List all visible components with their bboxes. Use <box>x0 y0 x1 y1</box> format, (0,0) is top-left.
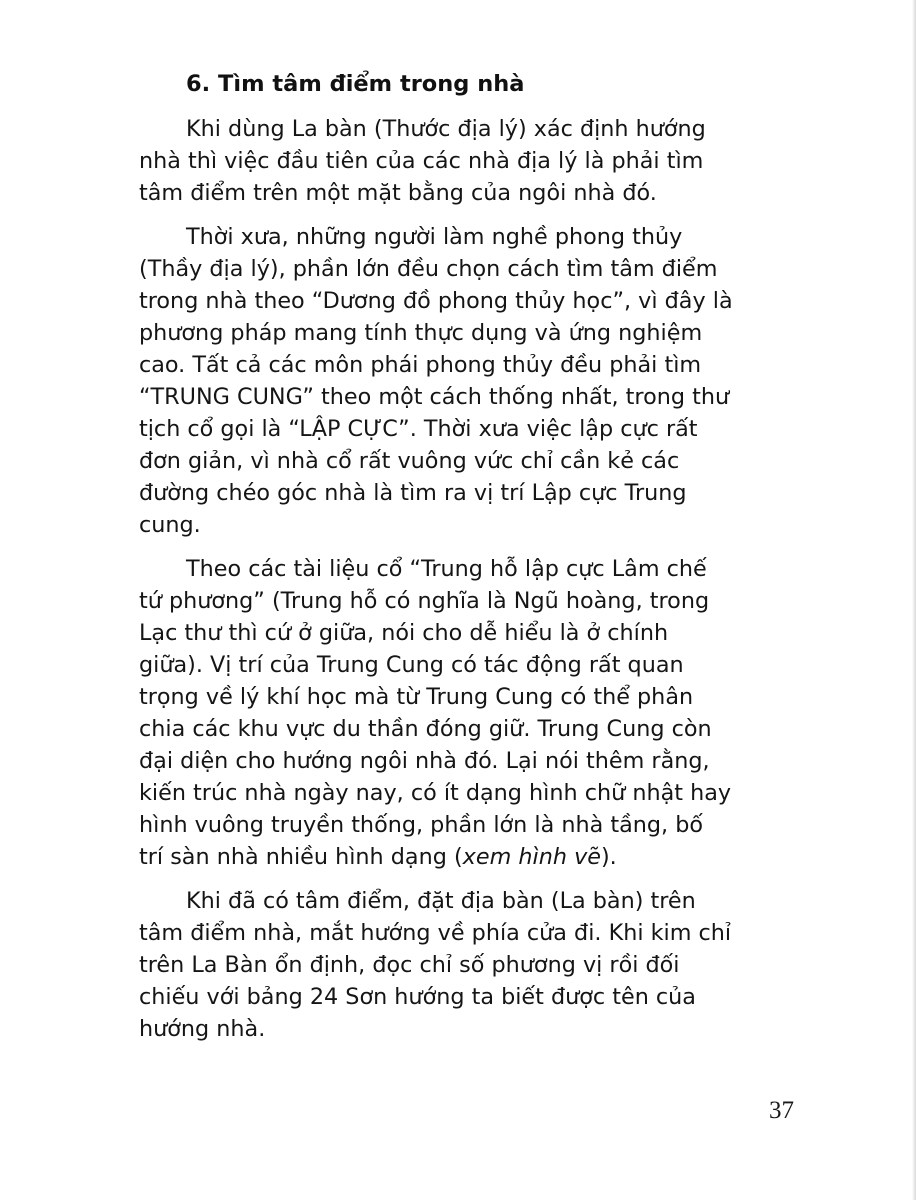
text-line: Lạc thư thì cứ ở giữa, nói cho dễ hiểu là ở chính <box>139 620 669 646</box>
page-edge-shadow <box>912 0 916 1200</box>
paragraph-1 <box>139 113 789 209</box>
text-line: nhà thì việc đầu tiên của các nhà địa lý là phải tìm <box>139 148 704 174</box>
text-line: trên La Bàn ổn định, đọc chỉ số phương vị rồi đối <box>139 952 680 978</box>
text-line: giữa). Vị trí của Trung Cung có tác động rất quan <box>139 652 684 678</box>
text-line: Khi đã có tâm điểm, đặt địa bàn (La bàn) trên <box>186 888 696 914</box>
text-line: đại diện cho hướng ngôi nhà đó. Lại nói thêm rằng, <box>139 748 710 774</box>
text-line: tứ phương” (Trung hỗ có nghĩa là Ngũ hoàng, trong <box>139 588 710 614</box>
text-line: đơn giản, vì nhà cổ rất vuông vức chỉ cần kẻ các <box>139 448 680 474</box>
paragraph-4 <box>139 885 789 1045</box>
text-line-with-figure-reference <box>139 841 789 873</box>
text-line: kiến trúc nhà ngày nay, có ít dạng hình chữ nhật hay <box>139 780 732 806</box>
text-line: tâm điểm trên một mặt bằng của ngôi nhà đó. <box>139 180 657 206</box>
figure-reference: xem hình vẽ <box>462 844 601 870</box>
page-number: 37 <box>769 1097 794 1124</box>
body-text <box>139 113 789 1045</box>
text-line: hình vuông truyền thống, phần lớn là nhà tầng, bố <box>139 812 704 838</box>
text-line: chia các khu vực du thần đóng giữ. Trung Cung còn <box>139 716 712 742</box>
text-segment: trí sàn nhà nhiều hình dạng ( <box>139 844 463 870</box>
text-segment: ). <box>600 844 617 870</box>
text-line: “TRUNG CUNG” theo một cách thống nhất, trong thư <box>139 384 730 410</box>
paragraph-2 <box>139 221 789 541</box>
text-line: trọng về lý khí học mà từ Trung Cung có thể phân <box>139 684 694 710</box>
text-line: cung. <box>139 512 201 538</box>
paragraph-3 <box>139 553 789 873</box>
text-line: tịch cổ gọi là “LẬP CỰC”. Thời xưa việc lập cực rất <box>139 416 698 442</box>
section-heading: 6. Tìm tâm điểm trong nhà <box>186 71 525 97</box>
text-line: phương pháp mang tính thực dụng và ứng nghiệm <box>139 320 703 346</box>
text-line: chiếu với bảng 24 Sơn hướng ta biết được tên của <box>139 984 696 1010</box>
text-line: Theo các tài liệu cổ “Trung hỗ lập cực Lâm chế <box>186 556 707 582</box>
text-line: trong nhà theo “Dương đồ phong thủy học”, vì đây là <box>139 288 733 314</box>
text-line: tâm điểm nhà, mắt hướng về phía cửa đi. Khi kim chỉ <box>139 920 732 946</box>
text-line: (Thầy địa lý), phần lớn đều chọn cách tìm tâm điểm <box>139 256 718 282</box>
text-line: đường chéo góc nhà là tìm ra vị trí Lập cực Trung <box>139 480 687 506</box>
text-line: cao. Tất cả các môn phái phong thủy đều phải tìm <box>139 352 702 378</box>
text-line: Khi dùng La bàn (Thước địa lý) xác định hướng <box>186 116 706 142</box>
text-line: Thời xưa, những người làm nghề phong thủy <box>186 224 683 250</box>
text-line: hướng nhà. <box>139 1016 266 1042</box>
